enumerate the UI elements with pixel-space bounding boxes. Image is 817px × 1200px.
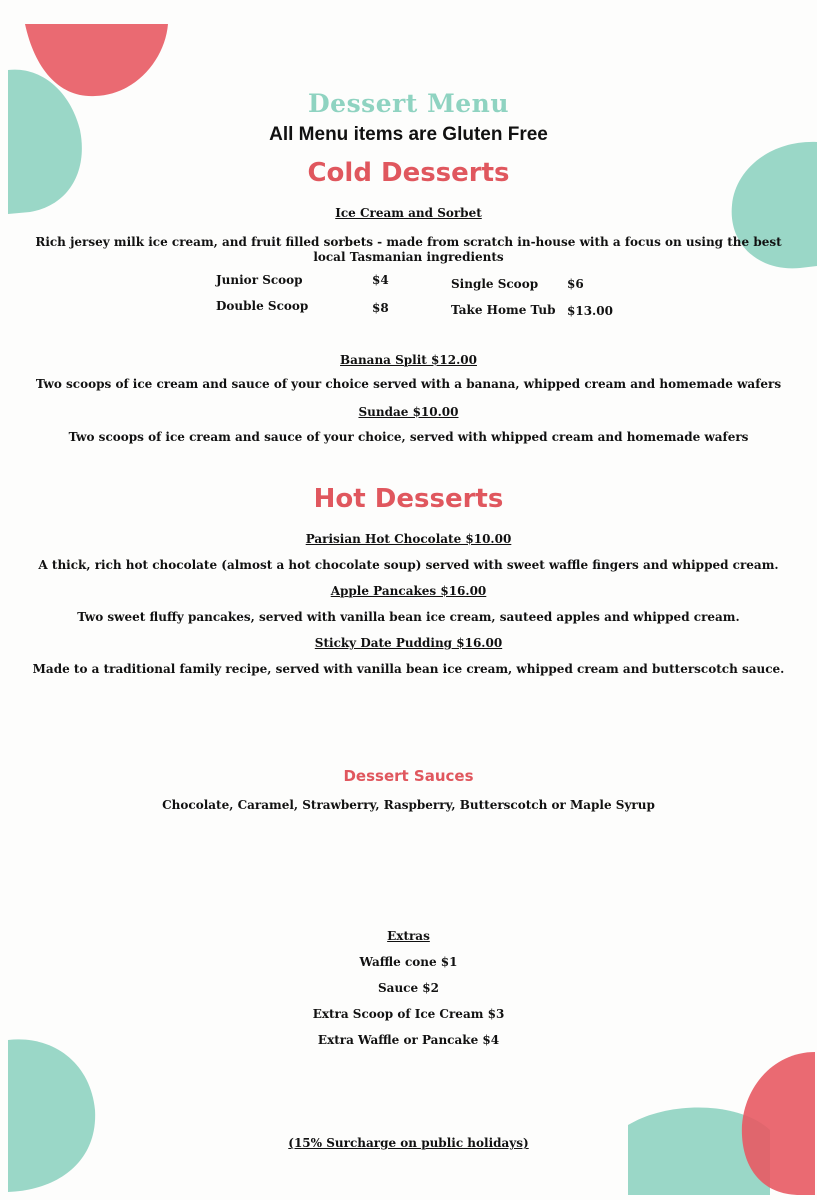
price-single-scoop: $6 [567, 277, 584, 291]
price-label-double-scoop: Double Scoop [216, 299, 309, 313]
price-double-scoop: $8 [372, 301, 389, 315]
extras-item: Extra Waffle or Pancake $4 [317, 1033, 500, 1047]
gluten-free-note: All Menu items are Gluten Free [269, 124, 548, 145]
sticky-date-title: Sticky Date Pudding $16.00 [314, 636, 503, 650]
price-junior-scoop: $4 [372, 273, 389, 287]
sticky-date-desc: Made to a traditional family recipe, served with vanilla bean ice cream, whipped cream and butterscotch sauce. [32, 662, 785, 676]
extras-item: Sauce $2 [378, 981, 439, 995]
sundae-title: Sundae $10.00 [358, 405, 459, 419]
ice-cream-desc-line2: local Tasmanian ingredients [313, 250, 504, 264]
hot-chocolate-title: Parisian Hot Chocolate $10.00 [305, 532, 512, 546]
extras-item: Extra Scoop of Ice Cream $3 [312, 1007, 505, 1021]
banana-split-title: Banana Split $12.00 [340, 353, 477, 367]
price-label-take-home-tub: Take Home Tub [451, 303, 556, 317]
hot-chocolate-desc: A thick, rich hot chocolate (almost a hot chocolate soup) served with sweet waffle fingers and whipped cream. [38, 558, 779, 572]
holiday-surcharge-note: (15% Surcharge on public holidays) [288, 1136, 529, 1150]
menu-title: Dessert Menu [308, 89, 509, 118]
apple-pancakes-title: Apple Pancakes $16.00 [330, 584, 487, 598]
dessert-sauces-heading: Dessert Sauces [343, 767, 474, 785]
hot-desserts-heading: Hot Desserts [313, 484, 504, 514]
extras-heading: Extras [387, 929, 430, 943]
ice-cream-title: Ice Cream and Sorbet [335, 206, 482, 220]
price-take-home-tub: $13.00 [567, 304, 613, 318]
extras-item: Waffle cone $1 [359, 955, 458, 969]
dessert-sauces-list: Chocolate, Caramel, Strawberry, Raspberry, Butterscotch or Maple Syrup [162, 798, 655, 812]
banana-split-desc: Two scoops of ice cream and sauce of your choice served with a banana, whipped cream and homemade wafers [35, 377, 782, 391]
cold-desserts-heading: Cold Desserts [307, 158, 510, 188]
ice-cream-desc-line1: Rich jersey milk ice cream, and fruit filled sorbets - made from scratch in-house with a focus on using the best [35, 235, 782, 249]
price-label-junior-scoop: Junior Scoop [216, 273, 303, 287]
apple-pancakes-desc: Two sweet fluffy pancakes, served with vanilla bean ice cream, sauteed apples and whipped cream. [77, 610, 740, 624]
price-label-single-scoop: Single Scoop [451, 277, 539, 291]
sundae-desc: Two scoops of ice cream and sauce of your choice, served with whipped cream and homemade wafers [68, 430, 749, 444]
